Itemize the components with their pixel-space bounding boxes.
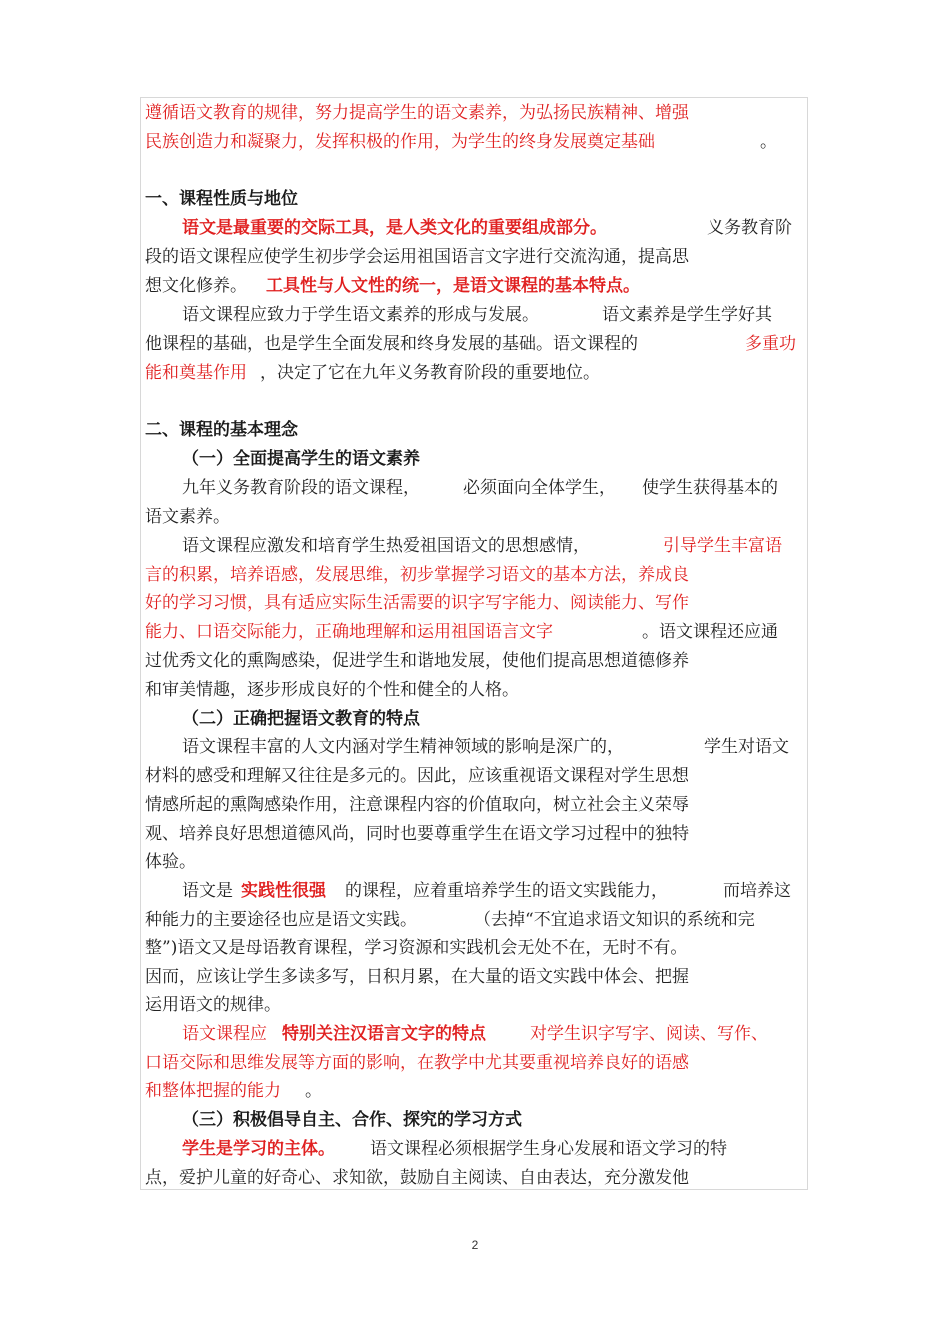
highlighted-text: 能和奠基作用: [145, 363, 247, 383]
body-text: 语文课程必须根据学生身心发展和语文学习的特: [370, 1139, 727, 1159]
body-text: 想文化修养。: [145, 276, 247, 296]
body-text: 情感所起的熏陶感染作用，注意课程内容的价值取向，树立社会主义荣辱: [145, 795, 689, 815]
highlighted-text: 好的学习习惯，具有适应实际生活需要的识字写字能力、阅读能力、写作: [145, 593, 689, 613]
body-text: 和审美情趣，逐步形成良好的个性和健全的人格。: [145, 680, 519, 700]
body-text: 材料的感受和理解又往往是多元的。因此，应该重视语文课程对学生思想: [145, 766, 689, 786]
body-text: 必须面向全体学生，: [463, 478, 616, 498]
body-text: 语文课程丰富的人文内涵对学生精神领域的影响是深广的，: [182, 737, 624, 757]
body-text: 体验。: [145, 852, 196, 872]
highlighted-text: 对学生识字写字、阅读、写作、: [530, 1024, 768, 1044]
page-number: 2: [471, 1238, 479, 1252]
body-text: 使学生获得基本的: [642, 478, 778, 498]
body-text: 点，爱护儿童的好奇心、求知欲，鼓励自主阅读、自由表达，充分激发他: [145, 1168, 689, 1188]
highlighted-text: 口语交际和思维发展等方面的影响，在教学中尤其要重视培养良好的语感: [145, 1053, 689, 1073]
body-text: 。: [305, 1081, 322, 1101]
body-text: 。语文课程还应通: [642, 622, 778, 642]
body-text: 过优秀文化的熏陶感染，促进学生和谐地发展，使他们提高思想道德修养: [145, 651, 689, 671]
body-text: 而培养这: [723, 881, 791, 901]
highlighted-text: 言的积累，培养语感，发展思维，初步掌握学习语文的基本方法，养成良: [145, 565, 689, 585]
body-text: 语文素养是学生学好其: [602, 305, 772, 325]
body-text: 语文课程应致力于学生语文素养的形成与发展。: [182, 305, 539, 325]
body-text: 义务教育阶: [707, 218, 792, 238]
highlighted-text: 工具性与人文性的统一，是语文课程的基本特点。: [266, 276, 640, 296]
body-text: （去掉“不宜追求语文知识的系统和完: [474, 910, 755, 930]
section-heading: 二、课程的基本理念: [145, 420, 298, 440]
body-text: 种能力的主要途径也应是语文实践。: [145, 910, 417, 930]
section-heading: （一）全面提高学生的语文素养: [182, 449, 420, 469]
body-text: 的课程，应着重培养学生的语文实践能力，: [345, 881, 668, 901]
body-text: 语文课程应激发和培育学生热爱祖国语文的思想感情，: [182, 536, 590, 556]
section-heading: （二）正确把握语文教育的特点: [182, 709, 420, 729]
body-text: 语文素养。: [145, 507, 230, 527]
highlighted-text: 语文是最重要的交际工具，是人类文化的重要组成部分。: [182, 218, 607, 238]
body-text: 语文是: [182, 881, 233, 901]
highlighted-text: 特别关注汉语言文字的特点: [282, 1024, 486, 1044]
body-text: 他课程的基础，也是学生全面发展和终身发展的基础。语文课程的: [145, 334, 638, 354]
highlighted-text: 多重功: [745, 334, 796, 354]
highlighted-text: 学生是学习的主体。: [182, 1139, 335, 1159]
body-text: ，决定了它在九年义务教育阶段的重要地位。: [260, 363, 600, 383]
body-text: 九年义务教育阶段的语文课程，: [182, 478, 420, 498]
section-heading: 一、课程性质与地位: [145, 189, 298, 209]
section-heading: （三）积极倡导自主、合作、探究的学习方式: [182, 1110, 522, 1130]
highlighted-text: 遵循语文教育的规律，努力提高学生的语文素养，为弘扬民族精神、增强: [145, 103, 689, 123]
body-text: 因而，应该让学生多读多写，日积月累，在大量的语文实践中体会、把握: [145, 967, 689, 987]
body-text: 学生对语文: [704, 737, 789, 757]
body-text: 整”)语文又是母语教育课程，学习资源和实践机会无处不在，无时不有。: [145, 938, 688, 958]
highlighted-text: 能力、口语交际能力，正确地理解和运用祖国语言文字: [145, 622, 553, 642]
highlighted-text: 和整体把握的能力: [145, 1081, 281, 1101]
body-text: 段的语文课程应使学生初步学会运用祖国语言文字进行交流沟通，提高思: [145, 247, 689, 267]
body-text: 。: [760, 132, 777, 152]
body-text: 观、培养良好思想道德风尚，同时也要尊重学生在语文学习过程中的独特: [145, 824, 689, 844]
highlighted-text: 引导学生丰富语: [663, 536, 782, 556]
highlighted-text: 语文课程应: [182, 1024, 267, 1044]
body-text: 运用语文的规律。: [145, 995, 281, 1015]
highlighted-text: 实践性很强: [241, 881, 326, 901]
highlighted-text: 民族创造力和凝聚力，发挥积极的作用，为学生的终身发展奠定基础: [145, 132, 655, 152]
